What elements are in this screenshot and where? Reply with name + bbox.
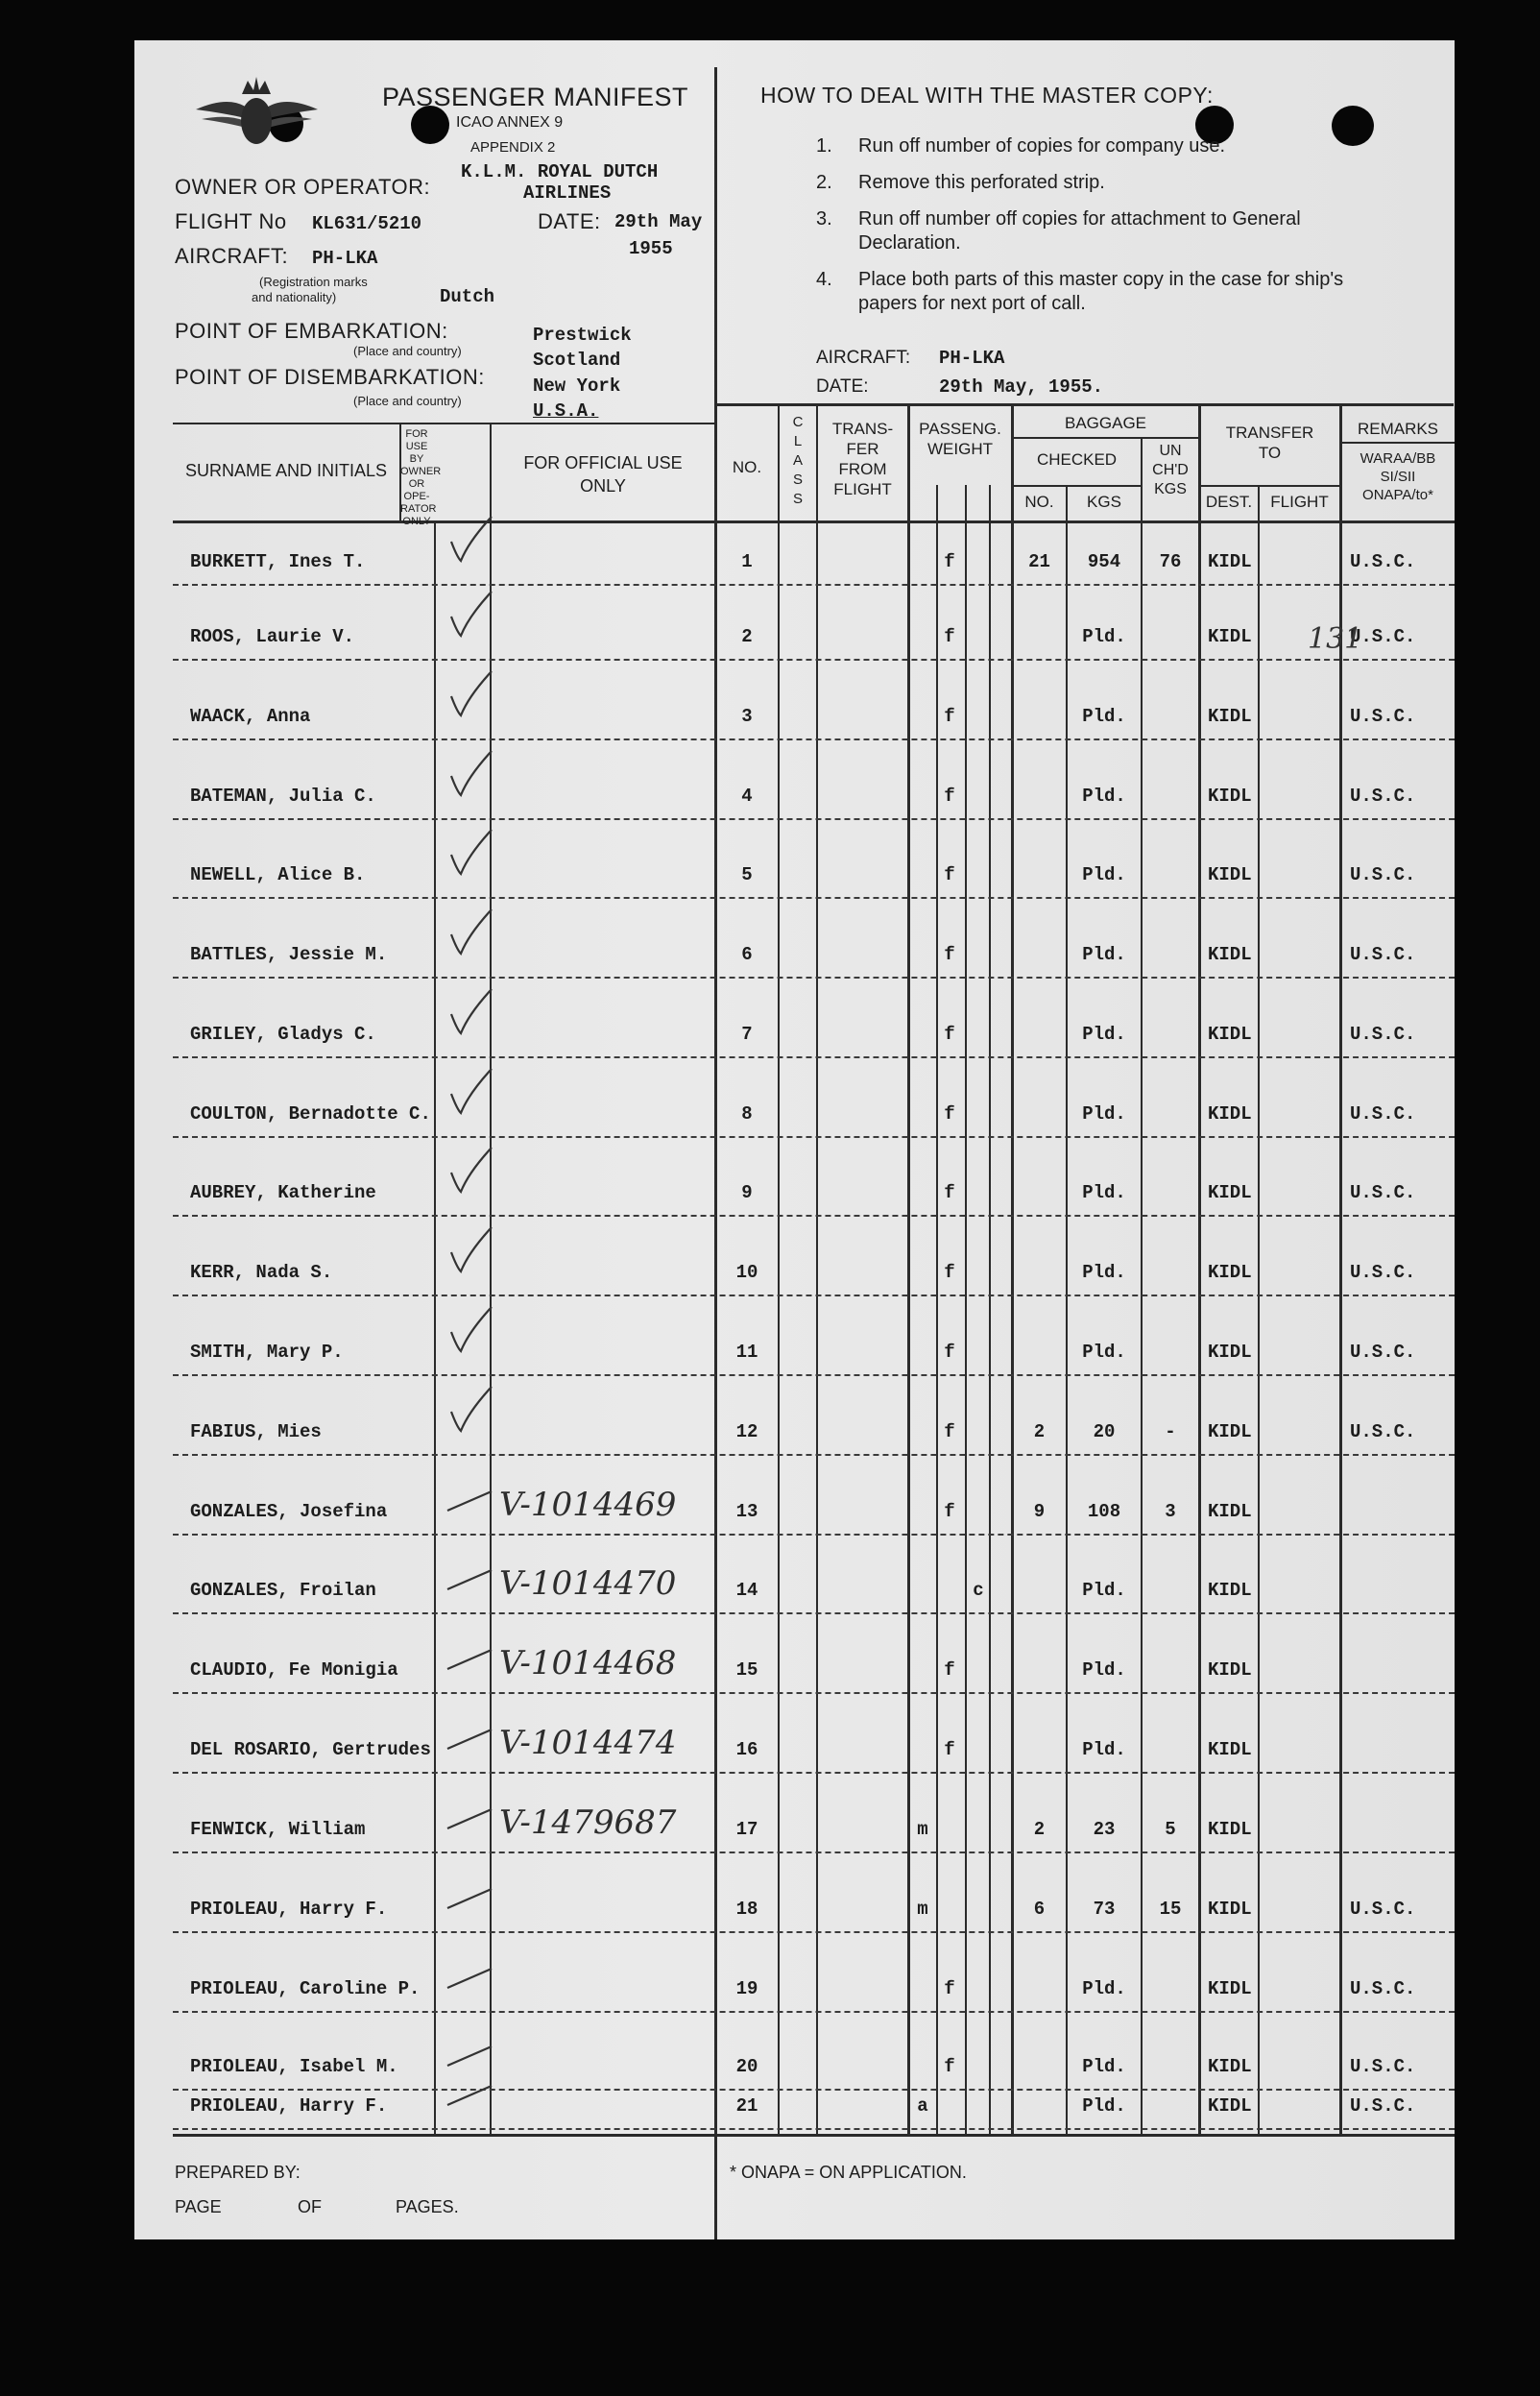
remarks: U.S.C. [1350, 864, 1416, 885]
destination: KIDL [1208, 1580, 1252, 1601]
passenger-name: PRIOLEAU, Harry F. [190, 2095, 388, 2117]
instruction-text: Run off number of copies for company use. [858, 135, 1226, 157]
check-mark-icon [444, 1065, 511, 1123]
baggage-kgs: Pld. [1082, 2095, 1126, 2117]
passeng-weight-line: PASSENG. [919, 420, 1001, 438]
transfer-sub-rule [1198, 485, 1339, 487]
embarkation-label: POINT OF EMBARKATION: [175, 319, 448, 343]
col-header-checked: CHECKED [1036, 450, 1118, 469]
owner-label: OWNER OR OPERATOR: [175, 175, 431, 199]
col-divider [989, 485, 991, 2134]
baggage-kgs: Pld. [1082, 1182, 1126, 1203]
passenger-name: BATEMAN, Julia C. [190, 786, 376, 807]
destination: KIDL [1208, 864, 1252, 885]
remarks: U.S.C. [1350, 1262, 1416, 1283]
aircraft-registration: PH-LKA [312, 248, 378, 269]
passenger-weight-code: f [944, 1659, 955, 1681]
passenger-weight-code: m [917, 1819, 928, 1840]
passenger-weight-code: f [944, 1501, 955, 1522]
passenger-weight-code: f [944, 706, 955, 727]
instruction-text: Run off number off copies for attachment to General [858, 208, 1301, 230]
class-letter: A [792, 452, 803, 469]
check-mark-icon [444, 513, 511, 570]
official-use-line: ONLY [580, 476, 626, 496]
check-mark-icon [444, 1541, 511, 1599]
remarks: U.S.C. [1350, 786, 1416, 807]
row-rule [173, 1136, 1455, 1138]
owner-use-line: OWNER [400, 466, 442, 477]
destination: KIDL [1208, 1421, 1252, 1442]
baggage-kgs: 20 [1093, 1421, 1116, 1442]
remarks-sub-line: SI/SII [1380, 469, 1416, 485]
baggage-kgs: Pld. [1082, 786, 1126, 807]
row-rule [173, 1612, 1455, 1614]
passenger-number: 8 [741, 1103, 753, 1125]
remarks-sub-line: ONAPA/to* [1362, 487, 1433, 503]
col-divider [1066, 485, 1068, 2134]
baggage-kgs: Pld. [1082, 1978, 1126, 1999]
col-header-unchecked [1143, 442, 1198, 499]
passenger-number: 3 [741, 706, 753, 727]
passenger-name: PRIOLEAU, Caroline P. [190, 1978, 421, 1999]
aircraft-label: AIRCRAFT: [175, 244, 289, 268]
registration-note: (Registration marks [259, 275, 368, 289]
flight-label: FLIGHT No [175, 209, 287, 233]
check-mark-icon [444, 1860, 511, 1918]
baggage-kgs: Pld. [1082, 1342, 1126, 1363]
baggage-kgs: Pld. [1082, 1262, 1126, 1283]
flight-number: KL631/5210 [312, 213, 422, 234]
marginal-note: 131 [1308, 622, 1363, 656]
check-mark-icon [444, 1383, 511, 1440]
passenger-number: 15 [735, 1659, 758, 1681]
passenger-weight-code: f [944, 1739, 955, 1760]
row-rule [173, 659, 1455, 661]
row-rule [173, 1692, 1455, 1694]
embarkation-country: Scotland [533, 350, 621, 371]
instructions-list [816, 134, 1450, 316]
passenger-weight-code: f [944, 1342, 955, 1363]
remarks-sub-line: WARAA/BB [1360, 450, 1436, 467]
row-rule [173, 1772, 1455, 1774]
row-rule [173, 1056, 1455, 1058]
date-label: DATE: [538, 209, 601, 233]
check-mark-icon [444, 1144, 511, 1201]
passenger-number: 21 [735, 2095, 758, 2117]
disembarkation-note: (Place and country) [353, 394, 462, 408]
destination: KIDL [1208, 706, 1252, 727]
row-rule [173, 1374, 1455, 1376]
copy-date-label: DATE: [816, 376, 869, 397]
col-header-flight: FLIGHT [1270, 493, 1329, 511]
unchecked-kgs: 3 [1165, 1501, 1176, 1522]
col-divider [816, 405, 818, 2134]
row-rule [173, 1534, 1455, 1536]
passenger-number: 18 [735, 1899, 758, 1920]
owner-use-line: ONLY [402, 516, 431, 527]
baggage-count: 9 [1033, 1501, 1046, 1522]
date-year: 1955 [629, 238, 673, 259]
destination: KIDL [1208, 1342, 1252, 1363]
row-rule [173, 1851, 1455, 1853]
destination: KIDL [1208, 1739, 1252, 1760]
destination: KIDL [1208, 1024, 1252, 1045]
passenger-name: COULTON, Bernadotte C. [190, 1103, 431, 1125]
passenger-weight-code: f [944, 1103, 955, 1125]
disembarkation-label: POINT OF DISEMBARKATION: [175, 365, 485, 389]
disembarkation-place: New York [533, 375, 621, 397]
official-use-entry: V-1479687 [499, 1803, 677, 1842]
row-rule [173, 2089, 1455, 2091]
remarks: U.S.C. [1350, 1421, 1416, 1442]
destination: KIDL [1208, 1103, 1252, 1125]
destination: KIDL [1208, 1978, 1252, 1999]
col-divider [965, 485, 967, 2134]
instruction-text-cont: Declaration. [858, 232, 961, 254]
baggage-kgs: Pld. [1082, 1739, 1126, 1760]
passenger-number: 16 [735, 1739, 758, 1760]
col-header-transfer-from [818, 419, 907, 499]
check-mark-icon [444, 747, 511, 805]
col-header-bag-no: NO. [1024, 493, 1054, 511]
destination: KIDL [1208, 1819, 1252, 1840]
registration-note-2: and nationality) [252, 290, 337, 304]
passenger-number: 9 [741, 1182, 753, 1203]
date-value: 29th May [614, 211, 703, 232]
remarks: U.S.C. [1350, 1103, 1416, 1125]
row-rule [173, 1454, 1455, 1456]
copy-date-value: 29th May, 1955. [939, 376, 1104, 398]
transfer-from-line: FLIGHT [833, 480, 892, 498]
remarks: U.S.C. [1350, 944, 1416, 965]
passenger-number: 4 [741, 786, 753, 807]
passenger-name: GONZALES, Josefina [190, 1501, 388, 1522]
icao-annex: ICAO ANNEX 9 [456, 114, 564, 131]
check-mark-icon [444, 1701, 511, 1758]
baggage-count: 2 [1033, 1421, 1046, 1442]
passenger-weight-code: f [944, 786, 955, 807]
destination: KIDL [1208, 626, 1252, 647]
passenger-weight-code: f [944, 1262, 955, 1283]
checked-sub-rule [1011, 485, 1143, 487]
instruction-text: Place both parts of this master copy in the case for ship's [858, 269, 1344, 290]
check-mark-icon [444, 2057, 511, 2115]
baggage-kgs: Pld. [1082, 1580, 1126, 1601]
row-rule [173, 977, 1455, 979]
copy-aircraft-label: AIRCRAFT: [816, 348, 911, 368]
passenger-number: 14 [735, 1580, 758, 1601]
row-rule [173, 2011, 1455, 2013]
pages-label: PAGES. [396, 2197, 459, 2216]
baggage-count: 6 [1033, 1899, 1046, 1920]
remarks: U.S.C. [1350, 551, 1416, 572]
passenger-weight-code: f [944, 1421, 955, 1442]
prepared-by-label: PREPARED BY: [175, 2163, 301, 2182]
onapa-footnote: * ONAPA = ON APPLICATION. [730, 2163, 967, 2182]
of-label: OF [298, 2197, 322, 2216]
row-rule [173, 897, 1455, 899]
remarks: U.S.C. [1350, 706, 1416, 727]
col-divider [1011, 405, 1014, 2134]
passenger-weight-code: f [944, 1182, 955, 1203]
passenger-number: 2 [741, 626, 753, 647]
passenger-number: 7 [741, 1024, 753, 1045]
column-header-bottom-rule [173, 520, 1455, 523]
destination: KIDL [1208, 1182, 1252, 1203]
destination: KIDL [1208, 1659, 1252, 1681]
class-letter: S [792, 491, 803, 507]
col-divider [936, 485, 938, 2134]
remarks: U.S.C. [1350, 1024, 1416, 1045]
row-rule [173, 818, 1455, 820]
col-header-bag-kgs: KGS [1087, 493, 1121, 511]
remarks-sub-rule [1339, 442, 1455, 444]
unchecked-line: UN [1159, 443, 1182, 459]
unchecked-kgs: - [1165, 1421, 1176, 1442]
row-rule [173, 1931, 1455, 1933]
row-rule [173, 2128, 1455, 2130]
destination: KIDL [1208, 1899, 1252, 1920]
instruction-number: 3. [816, 208, 832, 230]
unchecked-line: CH'D [1152, 462, 1189, 478]
col-header-owner-use [400, 428, 442, 528]
check-mark-icon [444, 906, 511, 963]
check-mark-icon [444, 985, 511, 1043]
copy-aircraft-value: PH-LKA [939, 348, 1005, 369]
col-header-transfer-to [1200, 423, 1339, 463]
owner-value-2: AIRLINES [523, 182, 612, 204]
destination: KIDL [1208, 944, 1252, 965]
transfer-from-line: TRANS- [831, 420, 894, 438]
owner-value: K.L.M. ROYAL DUTCH [461, 161, 659, 182]
passenger-number: 13 [735, 1501, 758, 1522]
col-header-surname: SURNAME AND INITIALS [184, 461, 388, 480]
check-mark-icon [444, 1940, 511, 1997]
passenger-weight-code: m [917, 1899, 928, 1920]
col-header-baggage: BAGGAGE [1064, 414, 1147, 432]
remarks: U.S.C. [1350, 1182, 1416, 1203]
remarks: U.S.C. [1350, 1978, 1416, 1999]
passenger-name: PRIOLEAU, Isabel M. [190, 2056, 398, 2077]
col-divider [434, 520, 436, 2134]
header-bottom-rule [714, 403, 1454, 406]
check-mark-icon [444, 1621, 511, 1679]
baggage-kgs: Pld. [1082, 2056, 1126, 2077]
remarks: U.S.C. [1350, 2095, 1416, 2117]
unchecked-kgs: 15 [1159, 1899, 1182, 1920]
check-mark-icon [444, 667, 511, 725]
unchecked-line: KGS [1154, 481, 1187, 497]
col-header-passeng-weight [909, 419, 1011, 459]
passenger-name: BATTLES, Jessie M. [190, 944, 388, 965]
col-divider [1258, 485, 1260, 2134]
baggage-kgs: Pld. [1082, 864, 1126, 885]
appendix: APPENDIX 2 [470, 139, 556, 156]
passenger-number: 11 [735, 1342, 758, 1363]
col-divider [1198, 405, 1201, 2134]
remarks: U.S.C. [1350, 1899, 1416, 1920]
col-header-dest: DEST. [1205, 493, 1253, 511]
row-rule [173, 1295, 1455, 1296]
passenger-name: GRILEY, Gladys C. [190, 1024, 376, 1045]
baggage-kgs: Pld. [1082, 1659, 1126, 1681]
class-letter: L [793, 433, 803, 449]
transfer-to-line: TO [1258, 444, 1282, 462]
passenger-weight-code: f [944, 2056, 955, 2077]
instruction-text-cont: papers for next port of call. [858, 293, 1086, 314]
klm-crown-logo [192, 75, 322, 154]
passenger-number: 6 [741, 944, 753, 965]
passenger-weight-code: f [944, 864, 955, 885]
passenger-name: NEWELL, Alice B. [190, 864, 366, 885]
baggage-kgs: Pld. [1082, 706, 1126, 727]
passenger-number: 17 [735, 1819, 758, 1840]
passenger-weight-code: f [944, 1978, 955, 1999]
destination: KIDL [1208, 551, 1252, 572]
col-header-class [780, 413, 816, 509]
table-bottom-rule [173, 2134, 1455, 2137]
col-header-official-use [492, 451, 714, 497]
destination: KIDL [1208, 1501, 1252, 1522]
embarkation-note: (Place and country) [353, 344, 462, 358]
baggage-count: 21 [1028, 551, 1050, 572]
baggage-kgs: Pld. [1082, 626, 1126, 647]
passenger-weight-code: f [944, 551, 955, 572]
passenger-name: DEL ROSARIO, Gertrudes [190, 1739, 431, 1760]
baggage-kgs: 108 [1087, 1501, 1121, 1522]
check-mark-icon [444, 1303, 511, 1361]
destination: KIDL [1208, 2095, 1252, 2117]
baggage-kgs: 23 [1093, 1819, 1116, 1840]
baggage-count: 2 [1033, 1819, 1046, 1840]
official-use-entry: V-1014470 [499, 1564, 677, 1603]
passenger-name: BURKETT, Ines T. [190, 551, 366, 572]
unchecked-kgs: 5 [1165, 1819, 1176, 1840]
nationality-value: Dutch [440, 286, 495, 307]
owner-use-line: OR OPE- [403, 478, 430, 502]
transfer-from-line: FER [846, 440, 879, 458]
passenger-number: 12 [735, 1421, 758, 1442]
passenger-weight-code: c [973, 1580, 984, 1601]
col-divider [1141, 437, 1143, 2134]
official-use-entry: V-1014468 [499, 1644, 677, 1682]
destination: KIDL [1208, 2056, 1252, 2077]
check-mark-icon [444, 826, 511, 883]
passenger-number: 20 [735, 2056, 758, 2077]
check-mark-icon [444, 1780, 511, 1838]
passenger-weight-code: a [917, 2095, 928, 2117]
passenger-name: CLAUDIO, Fe Monigia [190, 1659, 398, 1681]
row-rule [173, 738, 1455, 740]
passenger-weight-code: f [944, 626, 955, 647]
passenger-name: FABIUS, Mies [190, 1421, 322, 1442]
passenger-name: GONZALES, Froilan [190, 1580, 376, 1601]
unchecked-kgs: 76 [1159, 551, 1182, 572]
official-use-entry: V-1014469 [499, 1486, 677, 1524]
passenger-number: 5 [741, 864, 753, 885]
remarks: U.S.C. [1350, 1342, 1416, 1363]
baggage-kgs: Pld. [1082, 944, 1126, 965]
passenger-name: AUBREY, Katherine [190, 1182, 376, 1203]
baggage-kgs: 73 [1093, 1899, 1116, 1920]
official-use-entry: V-1014474 [499, 1724, 677, 1762]
col-divider [1339, 405, 1342, 2134]
passenger-name: ROOS, Laurie V. [190, 626, 355, 647]
col-divider [778, 405, 780, 2134]
instructions-title: HOW TO DEAL WITH THE MASTER COPY: [760, 83, 1214, 108]
baggage-kgs: Pld. [1082, 1103, 1126, 1125]
col-header-remarks-sub [1341, 449, 1455, 504]
col-header-remarks: REMARKS [1357, 420, 1439, 438]
col-divider [907, 405, 910, 2134]
check-mark-icon [444, 1463, 511, 1520]
disembarkation-country: U.S.A. [533, 400, 599, 422]
passenger-name: WAACK, Anna [190, 706, 311, 727]
passenger-name: KERR, Nada S. [190, 1262, 333, 1283]
embarkation-place: Prestwick [533, 325, 632, 346]
page-label: PAGE [175, 2197, 222, 2216]
passenger-name: PRIOLEAU, Harry F. [190, 1899, 388, 1920]
class-letter: S [792, 472, 803, 488]
owner-use-line: BY [409, 453, 424, 465]
destination: KIDL [1208, 1262, 1252, 1283]
owner-use-line: RATOR [400, 503, 437, 515]
row-rule [173, 584, 1455, 586]
destination: KIDL [1208, 786, 1252, 807]
instruction-number: 4. [816, 269, 832, 290]
col-header-no: NO. [732, 458, 762, 476]
passenger-name: SMITH, Mary P. [190, 1342, 344, 1363]
passenger-weight-code: f [944, 1024, 955, 1045]
passenger-number: 10 [735, 1262, 758, 1283]
instruction-text: Remove this perforated strip. [858, 172, 1105, 193]
passeng-weight-line: WEIGHT [927, 440, 993, 458]
instruction-number: 1. [816, 135, 832, 157]
passenger-number: 19 [735, 1978, 758, 1999]
baggage-sub-rule [1011, 437, 1198, 439]
passenger-weight-code: f [944, 944, 955, 965]
remarks: U.S.C. [1350, 2056, 1416, 2077]
manifest-title: PASSENGER MANIFEST [382, 83, 689, 111]
passenger-number: 1 [741, 551, 753, 572]
class-letter: C [792, 414, 804, 430]
official-use-line: FOR OFFICIAL USE [523, 453, 683, 472]
row-rule [173, 1215, 1455, 1217]
check-mark-icon [444, 1223, 511, 1281]
baggage-kgs: Pld. [1082, 1024, 1126, 1045]
owner-use-line: FOR USE [405, 428, 428, 452]
transfer-from-line: FROM [838, 460, 887, 478]
transfer-to-line: TRANSFER [1225, 424, 1314, 442]
instruction-number: 2. [816, 172, 832, 193]
baggage-kgs: 954 [1087, 551, 1121, 572]
remarks: U.S.C. [1350, 626, 1416, 647]
check-mark-icon [444, 588, 511, 645]
header-bottom-rule [173, 423, 715, 424]
passenger-name: FENWICK, William [190, 1819, 366, 1840]
